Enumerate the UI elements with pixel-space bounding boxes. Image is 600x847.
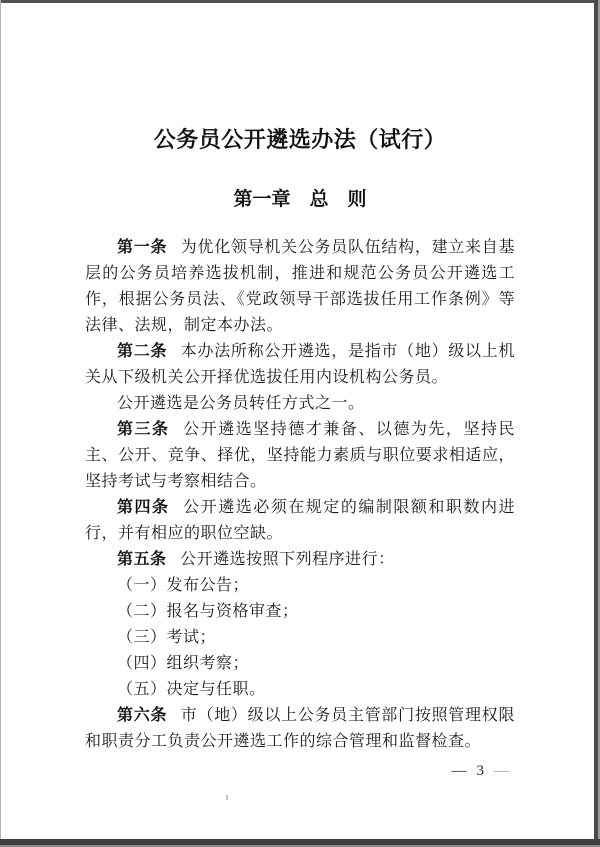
- article-2-paragraph: [85, 339, 515, 391]
- document-title: 公务员公开遴选办法（试行）: [153, 127, 447, 152]
- chapter-heading: 第一章 总 则: [233, 189, 367, 210]
- page-top-edge: [0, 0, 600, 3]
- article-2-text: 本办法所称公开遴选，是指市（地）级以上机关从下级机关公开择优选拔任用内设机构公务员。: [85, 343, 515, 386]
- procedure-item-2: [85, 599, 515, 625]
- article-1-number: 第一条: [117, 239, 168, 256]
- procedure-item-3-text: （三）考试；: [117, 629, 217, 646]
- procedure-item-3: [85, 625, 515, 651]
- page-left-edge: [0, 0, 1, 847]
- article-6-paragraph: [85, 703, 515, 755]
- article-5-paragraph: [85, 547, 515, 573]
- article-2-number: 第二条: [117, 343, 168, 360]
- document-body: [85, 235, 515, 755]
- article-4-text: 公开遴选必须在规定的编制限额和职数内进行，并有相应的职位空缺。: [85, 499, 515, 542]
- article-6-text: 市（地）级以上公务员主管部门按照管理权限和职责分工负责公开遴选工作的综合管理和监督检查。: [85, 707, 515, 750]
- article-3-paragraph: [85, 417, 515, 495]
- article-6-number: 第六条: [117, 707, 168, 724]
- page-number-right-dash: —: [494, 763, 510, 779]
- procedure-item-1: [85, 573, 515, 599]
- article-4-number: 第四条: [117, 499, 170, 516]
- article-1-text: 为优化领导机关公务员队伍结构，建立来自基层的公务员培养选拔机制，推进和规范公务员公开遴选工作，根据公务员法、《党政领导干部选拔任用工作条例》等法律、法规，制定本办法。: [85, 239, 515, 334]
- article-3-number: 第三条: [117, 421, 170, 438]
- article-3-text: 公开遴选坚持德才兼备、以德为先，坚持民主、公开、竞争、择优，坚持能力素质与职位要求相适应，坚持考试与考察相结合。: [85, 421, 515, 490]
- procedure-item-4-text: （四）组织考察；: [117, 655, 250, 672]
- procedure-item-2-text: （二）报名与资格审查；: [117, 603, 299, 620]
- article-2-supplementary-paragraph: [85, 391, 515, 417]
- procedure-item-5: [85, 677, 515, 703]
- page-number: [85, 762, 510, 780]
- procedure-item-4: [85, 651, 515, 677]
- article-5-text: 公开遴选按照下列程序进行：: [180, 551, 395, 568]
- page-number-left-dash: —: [451, 763, 468, 779]
- procedure-item-5-text: （五）决定与任职。: [117, 681, 266, 698]
- scan-artifact-speck: [226, 795, 228, 800]
- article-1-paragraph: [85, 235, 515, 339]
- article-2-supplementary-text: 公开遴选是公务员转任方式之一。: [117, 395, 365, 412]
- article-5-number: 第五条: [117, 551, 167, 568]
- page-number-value: 3: [476, 763, 485, 779]
- procedure-item-1-text: （一）发布公告；: [117, 577, 250, 594]
- article-4-paragraph: [85, 495, 515, 547]
